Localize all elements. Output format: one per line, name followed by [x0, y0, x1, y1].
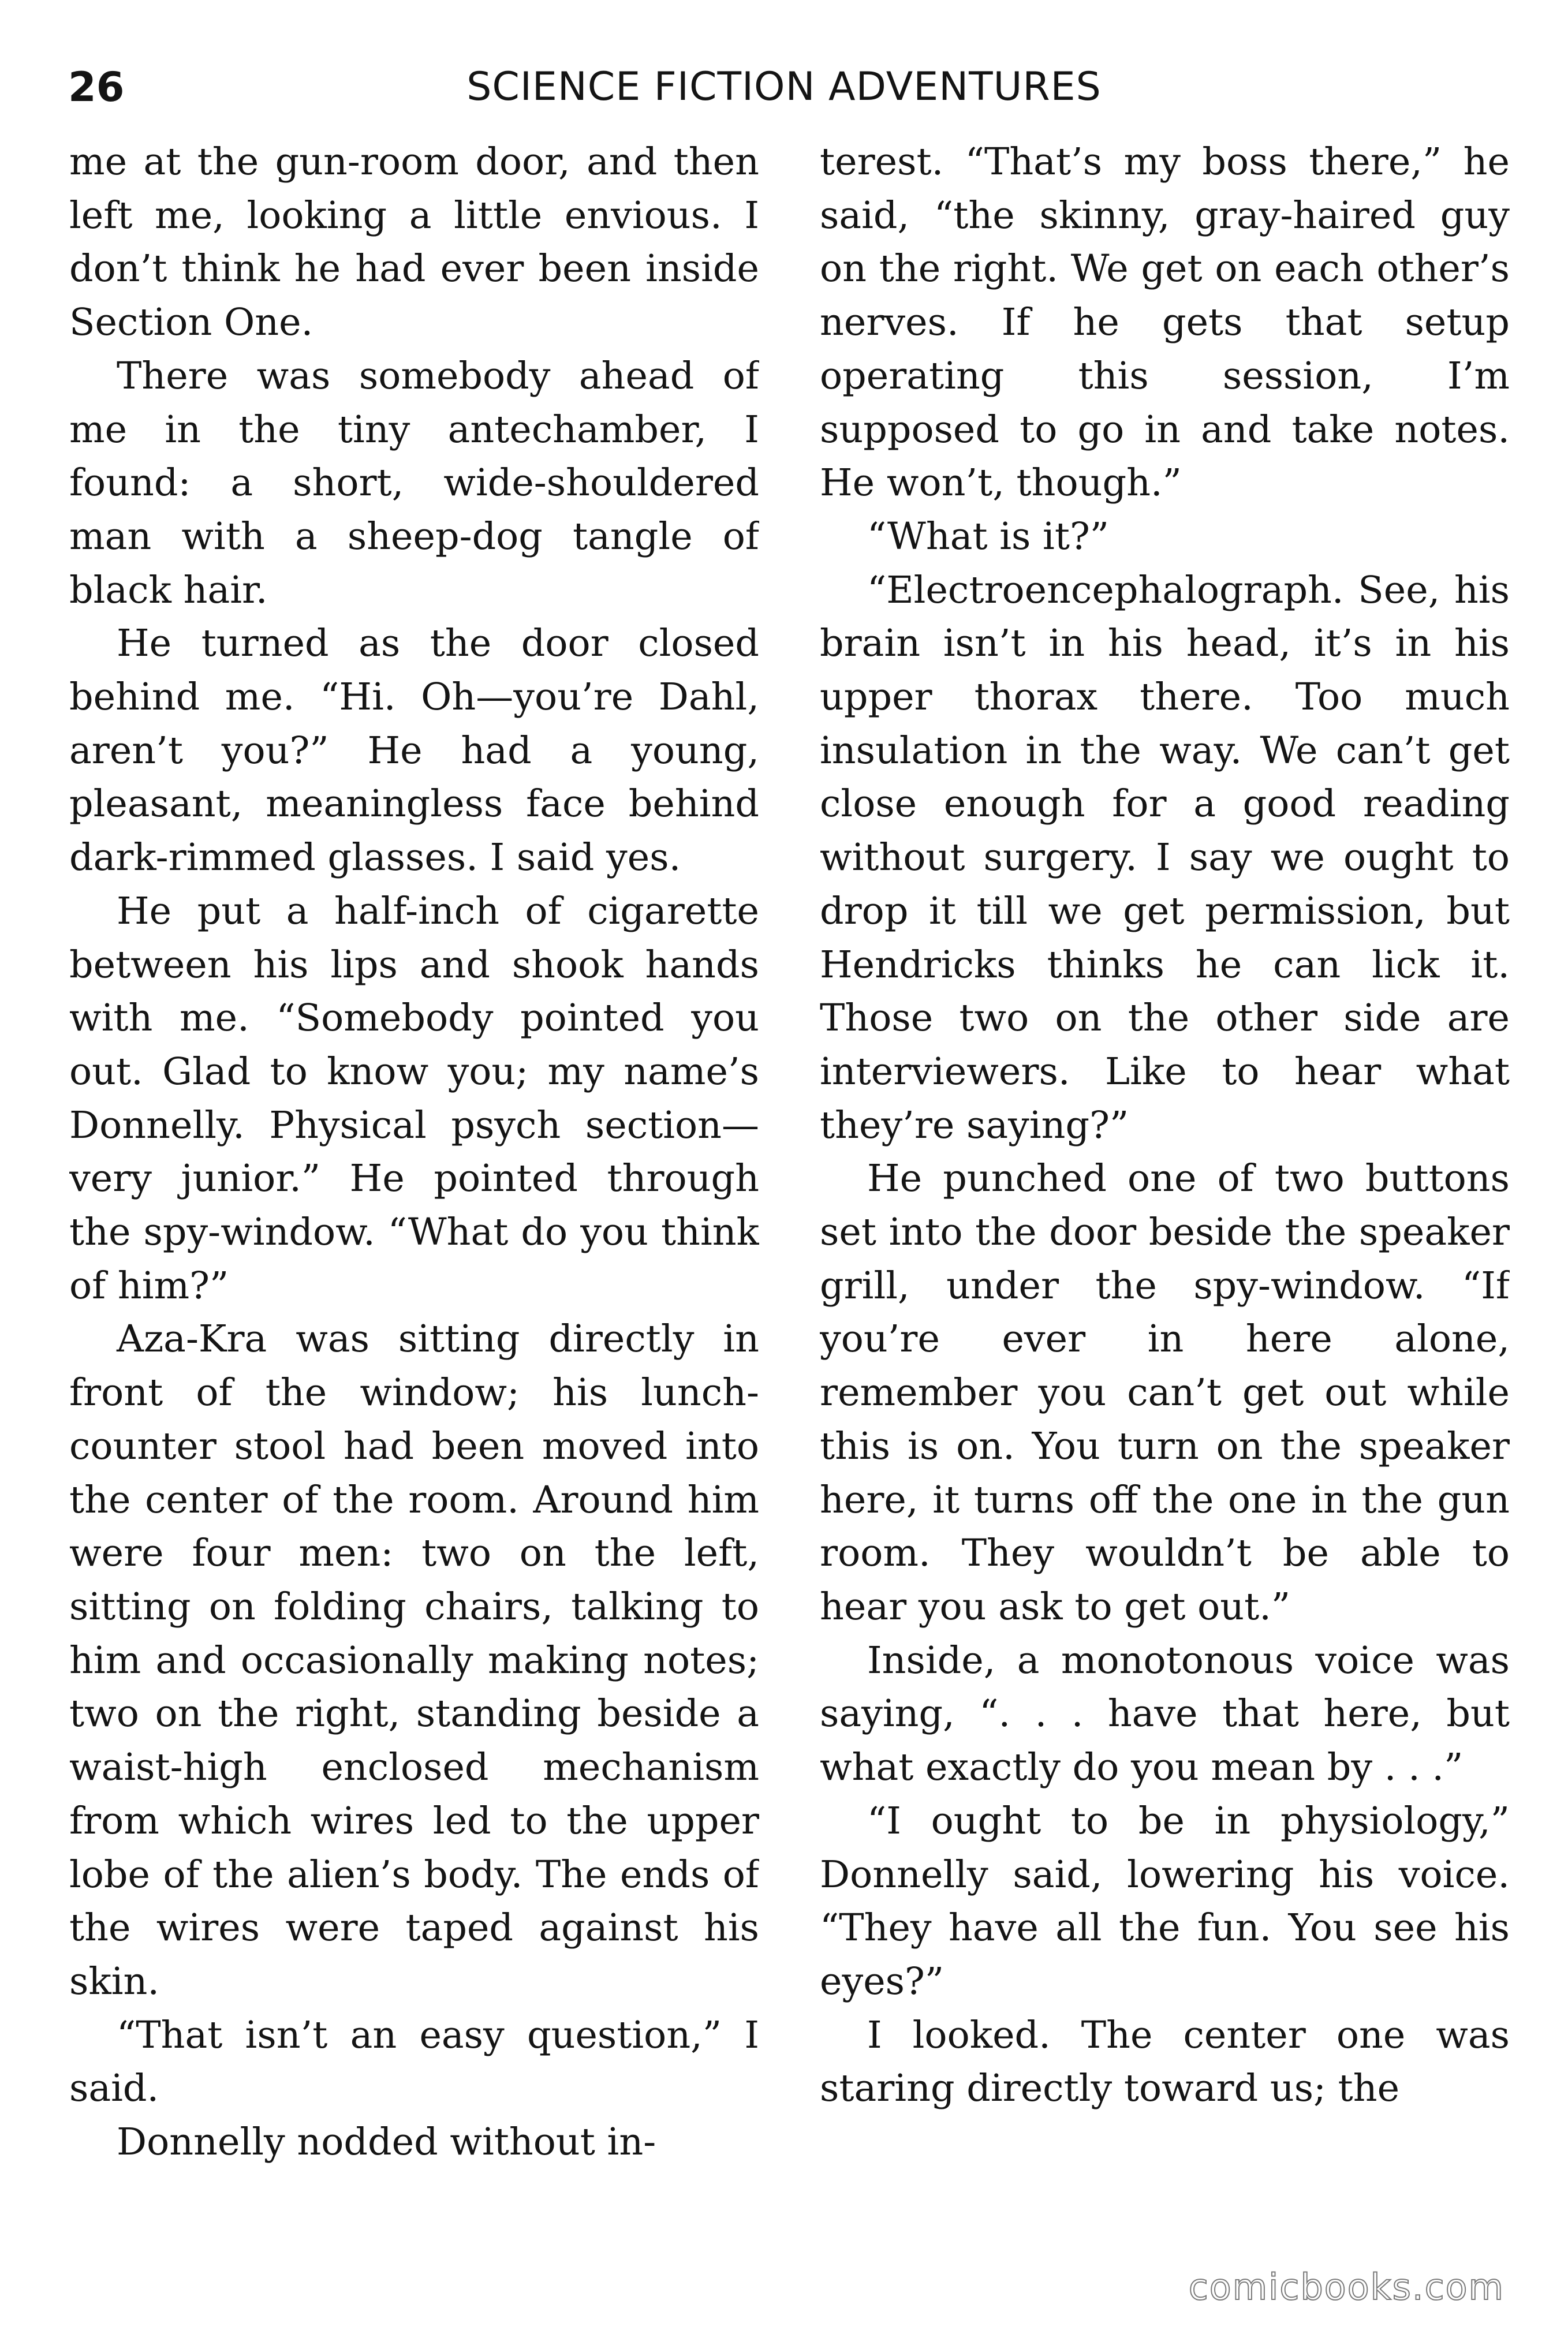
paragraph: “Electroencephalograph. See, his brain isn’t in his head, it’s in his upper thorax there. Too much insulation in the way. We can’t get close enough for a good reading without surgery. I say we ought to drop it till we get permission, but Hendricks thinks he can lick it. Those two on the other side are interviewers. Like to hear what they’re saying?”: [820, 568, 1510, 1147]
paragraph: Donnelly nodded without in-: [117, 2120, 656, 2164]
paragraph: me at the gun-room door, and then left me, looking a little envious. I don’t think he had ever been inside Section One.: [69, 140, 759, 345]
left-column: [69, 136, 759, 2266]
paragraph: I looked. The center one was staring directly toward us; the: [820, 2013, 1510, 2111]
paragraph: There was somebody ahead of me in the tiny antechamber, I found: a short, wide-shouldered man with a sheep-dog tangle of black hair.: [69, 354, 759, 612]
paragraph: “I ought to be in physiology,” Donnelly said, lowering his voice. “They have all the fun. You see his eyes?”: [820, 1799, 1510, 2003]
site-watermark: comicbooks.com: [1188, 2266, 1504, 2308]
paragraph: “That isn’t an easy question,” I said.: [69, 2013, 759, 2111]
paragraph: terest. “That’s my boss there,” he said, “the skinny, gray-haired guy on the right. We get on each other’s nerves. If he gets that setup operating this session, I’m supposed to go in and take notes. He won’t, though.”: [820, 140, 1510, 505]
paragraph: Aza-Kra was sitting directly in front of the window; his lunch-counter stool had been moved into the center of the room. Around him were four men: two on the left, sitting on folding chairs, talking to him and occasionally making notes; two on the right, standing beside a waist-high enclosed mechanism from which wires led to the upper lobe of the alien’s body. The ends of the wires were taped against his skin.: [69, 1317, 759, 2003]
paragraph: Inside, a monotonous voice was saying, “. . . have that here, but what exactly do you mean by . . .”: [820, 1638, 1510, 1790]
page-number: 26: [68, 64, 125, 111]
right-column: [820, 136, 1510, 2266]
page-header: [68, 55, 1500, 119]
paragraph: He punched one of two buttons set into the door beside the speaker grill, under the spy-window. “If you’re ever in here alone, remember you can’t get out while this is on. You turn on the speaker here, it turns off the one in the gun room. They wouldn’t be able to hear you ask to get out.”: [820, 1157, 1510, 1629]
paragraph: He turned as the door closed behind me. “Hi. Oh—you’re Dahl, aren’t you?” He had a young, pleasant, meaningless face behind dark-rimmed glasses. I said yes.: [69, 622, 759, 880]
running-title: SCIENCE FICTION ADVENTURES: [466, 64, 1102, 110]
paragraph: He put a half-inch of cigarette between his lips and shook hands with me. “Somebody pointed you out. Glad to know you; my name’s Donnelly. Physical psych section—very junior.” He pointed through the spy-window. “What do you think of him?”: [69, 889, 759, 1308]
paragraph: “What is it?”: [867, 514, 1110, 558]
